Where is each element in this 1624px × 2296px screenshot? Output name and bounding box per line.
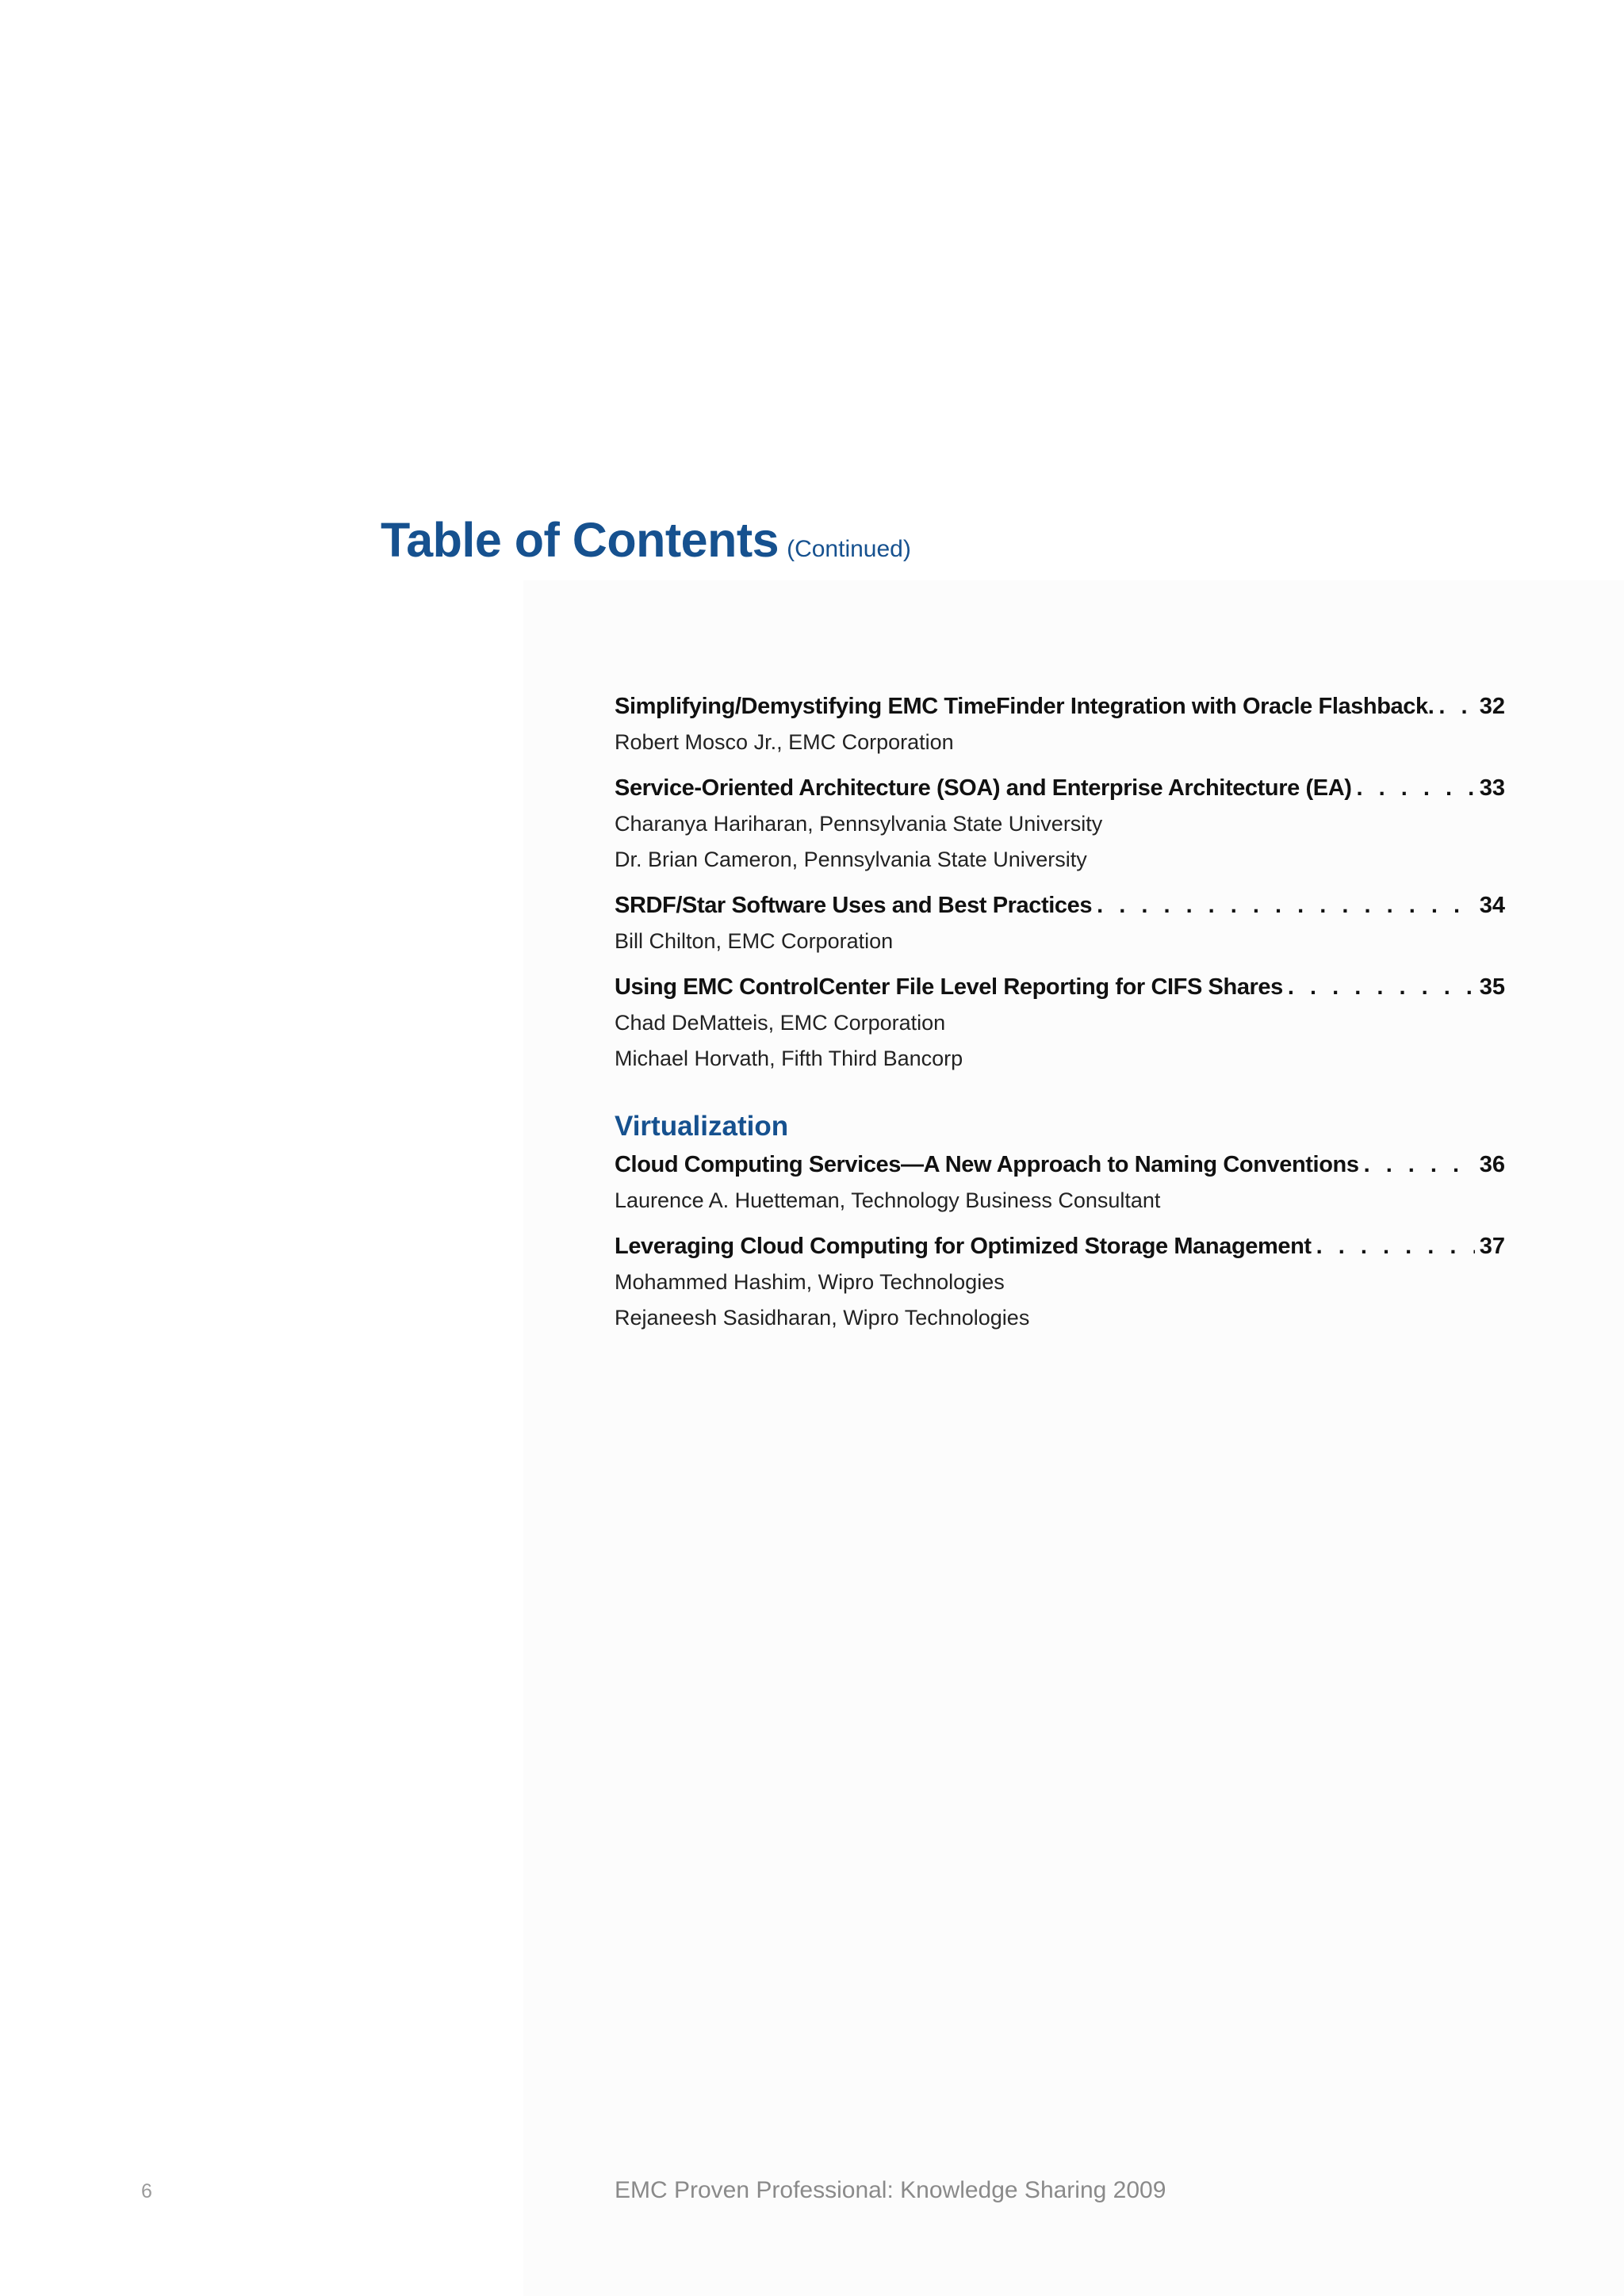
- toc-entry-page-number: 35: [1479, 974, 1505, 1000]
- toc-entry-line: [615, 688, 1505, 725]
- toc-entry[interactable]: [615, 770, 1505, 878]
- toc-entry-page-number: 37: [1479, 1234, 1505, 1259]
- dot-leader: [1316, 1228, 1475, 1265]
- toc-entry-page-number: 34: [1479, 893, 1505, 918]
- title-continued-label: (Continued): [787, 536, 911, 562]
- footer-page-number: 6: [141, 2180, 152, 2202]
- toc-entry[interactable]: [615, 1228, 1505, 1336]
- toc-entry-author: Charanya Hariharan, Pennsylvania State University: [615, 812, 1103, 836]
- toc-entry[interactable]: [615, 1146, 1505, 1219]
- dot-leader: [1438, 688, 1474, 725]
- dot-leader: [1357, 770, 1475, 806]
- toc-entry-title[interactable]: Using EMC ControlCenter File Level Reporting for CIFS Shares: [615, 974, 1283, 1000]
- footer-publication-title: EMC Proven Professional: Knowledge Sharing 2009: [615, 2177, 1166, 2203]
- toc-entry-author: Michael Horvath, Fifth Third Bancorp: [615, 1047, 963, 1070]
- toc-entries: [615, 688, 1505, 1345]
- dot-leader: [1097, 887, 1475, 924]
- dot-leader: [1288, 969, 1475, 1005]
- dot-leader: [1364, 1146, 1475, 1183]
- toc-entry-author: Mohammed Hashim, Wipro Technologies: [615, 1270, 1005, 1294]
- toc-entry-page-number: 32: [1479, 694, 1505, 719]
- toc-entry-line: [615, 887, 1505, 924]
- toc-entry-author: Laurence A. Huetteman, Technology Business Consultant: [615, 1188, 1161, 1212]
- section-heading-virtualization: Virtualization: [615, 1111, 789, 1142]
- toc-entry-title[interactable]: Leveraging Cloud Computing for Optimized Storage Management: [615, 1234, 1312, 1259]
- toc-entry[interactable]: [615, 688, 1505, 760]
- title-text: Table of Contents: [381, 513, 779, 567]
- toc-entry-line: [615, 1146, 1505, 1183]
- toc-entry-title[interactable]: Service-Oriented Architecture (SOA) and Enterprise Architecture (EA): [615, 775, 1352, 801]
- toc-entry-author: Chad DeMatteis, EMC Corporation: [615, 1011, 946, 1035]
- toc-entry-line: [615, 1228, 1505, 1265]
- page-title: [381, 512, 911, 568]
- toc-entry-page-number: 36: [1479, 1152, 1505, 1177]
- toc-entry[interactable]: [615, 887, 1505, 959]
- toc-entry-page-number: 33: [1479, 775, 1505, 801]
- toc-entry-line: [615, 969, 1505, 1005]
- toc-entry-line: [615, 770, 1505, 806]
- toc-entry-author: Robert Mosco Jr., EMC Corporation: [615, 730, 954, 754]
- toc-entry-author: Rejaneesh Sasidharan, Wipro Technologies: [615, 1306, 1030, 1330]
- toc-entry-author: Bill Chilton, EMC Corporation: [615, 929, 894, 953]
- toc-entry-title[interactable]: Cloud Computing Services—A New Approach to Naming Conventions: [615, 1152, 1359, 1177]
- toc-entry-title[interactable]: Simplifying/Demystifying EMC TimeFinder Integration with Oracle Flashback.: [615, 694, 1434, 719]
- toc-entry[interactable]: [615, 969, 1505, 1077]
- toc-entry-author: Dr. Brian Cameron, Pennsylvania State University: [615, 848, 1087, 871]
- toc-entry-title[interactable]: SRDF/Star Software Uses and Best Practices: [615, 893, 1093, 918]
